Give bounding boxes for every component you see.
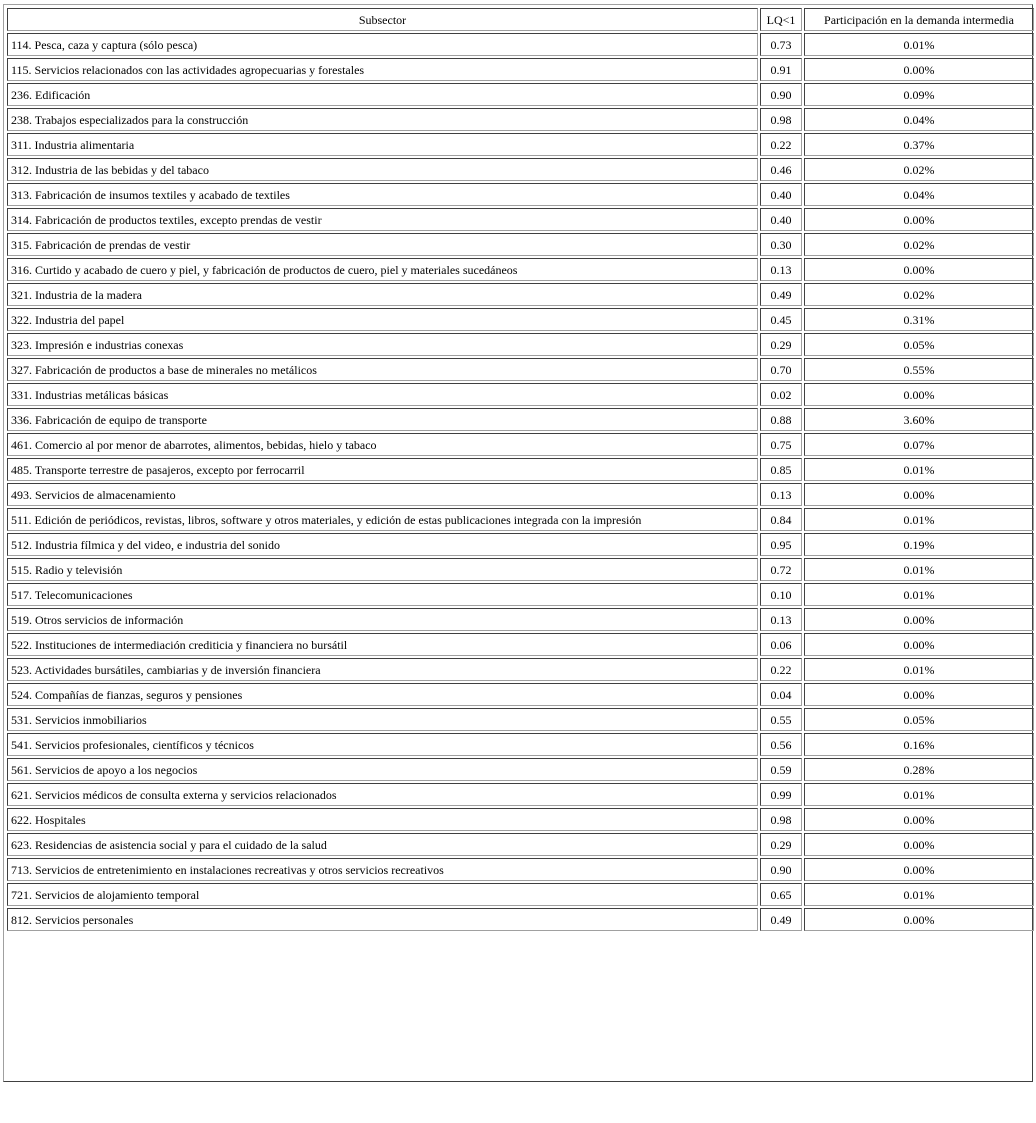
- lq-cell: 0.95: [760, 533, 802, 556]
- share-cell: 0.19%: [804, 533, 1034, 556]
- share-cell: 0.09%: [804, 83, 1034, 106]
- table-row: [7, 133, 1034, 156]
- subsector-cell: 561. Servicios de apoyo a los negocios: [7, 758, 758, 781]
- share-cell: 0.00%: [804, 383, 1034, 406]
- table-row: [7, 683, 1034, 706]
- subsector-cell: 315. Fabricación de prendas de vestir: [7, 233, 758, 256]
- lq-cell: 0.46: [760, 158, 802, 181]
- table-row: [7, 458, 1034, 481]
- subsector-cell: 721. Servicios de alojamiento temporal: [7, 883, 758, 906]
- share-cell: 0.28%: [804, 758, 1034, 781]
- share-cell: 0.00%: [804, 858, 1034, 881]
- header-row: [7, 8, 1034, 31]
- table-row: [7, 833, 1034, 856]
- share-cell: 0.05%: [804, 708, 1034, 731]
- subsector-cell: 512. Industria fílmica y del video, e industria del sonido: [7, 533, 758, 556]
- table-row: [7, 183, 1034, 206]
- subsector-cell: 336. Fabricación de equipo de transporte: [7, 408, 758, 431]
- table-row: [7, 508, 1034, 531]
- subsector-cell: 323. Impresión e industrias conexas: [7, 333, 758, 356]
- lq-cell: 0.75: [760, 433, 802, 456]
- subsector-cell: 236. Edificación: [7, 83, 758, 106]
- share-cell: 0.00%: [804, 683, 1034, 706]
- share-cell: 0.55%: [804, 358, 1034, 381]
- table-row: [7, 208, 1034, 231]
- lq-cell: 0.29: [760, 333, 802, 356]
- share-cell: 0.16%: [804, 733, 1034, 756]
- subsector-cell: 238. Trabajos especializados para la construcción: [7, 108, 758, 131]
- lq-cell: 0.98: [760, 108, 802, 131]
- table-row: [7, 858, 1034, 881]
- table-row: [7, 433, 1034, 456]
- subsector-cell: 461. Comercio al por menor de abarrotes, alimentos, bebidas, hielo y tabaco: [7, 433, 758, 456]
- subsector-cell: 327. Fabricación de productos a base de minerales no metálicos: [7, 358, 758, 381]
- lq-cell: 0.55: [760, 708, 802, 731]
- share-cell: 0.00%: [804, 258, 1034, 281]
- table-body: [7, 33, 1034, 931]
- subsector-cell: 322. Industria del papel: [7, 308, 758, 331]
- lq-cell: 0.72: [760, 558, 802, 581]
- table-row: [7, 83, 1034, 106]
- table-row: [7, 783, 1034, 806]
- header-share: Participación en la demanda intermedia: [804, 8, 1034, 31]
- subsector-cell: 493. Servicios de almacenamiento: [7, 483, 758, 506]
- share-cell: 0.01%: [804, 783, 1034, 806]
- share-cell: 0.01%: [804, 558, 1034, 581]
- lq-cell: 0.65: [760, 883, 802, 906]
- subsector-cell: 114. Pesca, caza y captura (sólo pesca): [7, 33, 758, 56]
- table-row: [7, 808, 1034, 831]
- subsector-cell: 519. Otros servicios de información: [7, 608, 758, 631]
- table-row: [7, 883, 1034, 906]
- subsector-cell: 524. Compañías de fianzas, seguros y pensiones: [7, 683, 758, 706]
- lq-cell: 0.13: [760, 608, 802, 631]
- subsector-cell: 312. Industria de las bebidas y del tabaco: [7, 158, 758, 181]
- subsector-cell: 321. Industria de la madera: [7, 283, 758, 306]
- share-cell: 0.00%: [804, 608, 1034, 631]
- table-row: [7, 383, 1034, 406]
- table-row: [7, 233, 1034, 256]
- subsector-cell: 511. Edición de periódicos, revistas, libros, software y otros materiales, y edición de estas publicaciones integrada con la impresión: [7, 508, 758, 531]
- share-cell: 0.02%: [804, 158, 1034, 181]
- subsector-cell: 812. Servicios personales: [7, 908, 758, 931]
- share-cell: 0.01%: [804, 883, 1034, 906]
- table-row: [7, 908, 1034, 931]
- subsector-cell: 314. Fabricación de productos textiles, excepto prendas de vestir: [7, 208, 758, 231]
- share-cell: 0.00%: [804, 833, 1034, 856]
- table-row: [7, 633, 1034, 656]
- lq-cell: 0.73: [760, 33, 802, 56]
- lq-cell: 0.49: [760, 908, 802, 931]
- subsector-cell: 541. Servicios profesionales, científicos y técnicos: [7, 733, 758, 756]
- subsector-cell: 522. Instituciones de intermediación crediticia y financiera no bursátil: [7, 633, 758, 656]
- share-cell: 0.00%: [804, 908, 1034, 931]
- lq-cell: 0.02: [760, 383, 802, 406]
- table-row: [7, 158, 1034, 181]
- subsector-cell: 515. Radio y televisión: [7, 558, 758, 581]
- lq-cell: 0.40: [760, 183, 802, 206]
- subsector-cell: 331. Industrias metálicas básicas: [7, 383, 758, 406]
- lq-cell: 0.90: [760, 83, 802, 106]
- table-row: [7, 33, 1034, 56]
- subsector-cell: 523. Actividades bursátiles, cambiarias y de inversión financiera: [7, 658, 758, 681]
- share-cell: 0.00%: [804, 208, 1034, 231]
- lq-cell: 0.10: [760, 583, 802, 606]
- share-cell: 3.60%: [804, 408, 1034, 431]
- lq-cell: 0.45: [760, 308, 802, 331]
- subsector-table: [5, 6, 1036, 933]
- table-row: [7, 408, 1034, 431]
- table-row: [7, 758, 1034, 781]
- lq-cell: 0.06: [760, 633, 802, 656]
- table-row: [7, 708, 1034, 731]
- table-row: [7, 483, 1034, 506]
- lq-cell: 0.22: [760, 658, 802, 681]
- lq-cell: 0.99: [760, 783, 802, 806]
- lq-cell: 0.56: [760, 733, 802, 756]
- lq-cell: 0.40: [760, 208, 802, 231]
- table-row: [7, 58, 1034, 81]
- subsector-cell: 316. Curtido y acabado de cuero y piel, y fabricación de productos de cuero, piel y materiales sucedáneos: [7, 258, 758, 281]
- share-cell: 0.04%: [804, 183, 1034, 206]
- share-cell: 0.04%: [804, 108, 1034, 131]
- share-cell: 0.31%: [804, 308, 1034, 331]
- lq-cell: 0.13: [760, 258, 802, 281]
- table-row: [7, 533, 1034, 556]
- lq-cell: 0.84: [760, 508, 802, 531]
- share-cell: 0.01%: [804, 583, 1034, 606]
- lq-cell: 0.30: [760, 233, 802, 256]
- share-cell: 0.00%: [804, 808, 1034, 831]
- lq-cell: 0.85: [760, 458, 802, 481]
- table-row: [7, 558, 1034, 581]
- lq-cell: 0.88: [760, 408, 802, 431]
- table-row: [7, 658, 1034, 681]
- share-cell: 0.01%: [804, 658, 1034, 681]
- subsector-cell: 115. Servicios relacionados con las actividades agropecuarias y forestales: [7, 58, 758, 81]
- share-cell: 0.37%: [804, 133, 1034, 156]
- subsector-cell: 531. Servicios inmobiliarios: [7, 708, 758, 731]
- subsector-cell: 622. Hospitales: [7, 808, 758, 831]
- table-row: [7, 608, 1034, 631]
- lq-cell: 0.29: [760, 833, 802, 856]
- lq-cell: 0.22: [760, 133, 802, 156]
- subsector-cell: 621. Servicios médicos de consulta externa y servicios relacionados: [7, 783, 758, 806]
- table-row: [7, 258, 1034, 281]
- lq-cell: 0.90: [760, 858, 802, 881]
- subsector-cell: 713. Servicios de entretenimiento en instalaciones recreativas y otros servicios recreativos: [7, 858, 758, 881]
- table-row: [7, 308, 1034, 331]
- share-cell: 0.01%: [804, 33, 1034, 56]
- share-cell: 0.01%: [804, 508, 1034, 531]
- share-cell: 0.05%: [804, 333, 1034, 356]
- subsector-cell: 623. Residencias de asistencia social y para el cuidado de la salud: [7, 833, 758, 856]
- subsector-cell: 311. Industria alimentaria: [7, 133, 758, 156]
- table-row: [7, 333, 1034, 356]
- share-cell: 0.00%: [804, 483, 1034, 506]
- table-frame: [3, 4, 1033, 1082]
- subsector-cell: 313. Fabricación de insumos textiles y acabado de textiles: [7, 183, 758, 206]
- share-cell: 0.07%: [804, 433, 1034, 456]
- lq-cell: 0.98: [760, 808, 802, 831]
- lq-cell: 0.13: [760, 483, 802, 506]
- lq-cell: 0.59: [760, 758, 802, 781]
- share-cell: 0.02%: [804, 233, 1034, 256]
- table-row: [7, 583, 1034, 606]
- lq-cell: 0.91: [760, 58, 802, 81]
- table-row: [7, 358, 1034, 381]
- subsector-cell: 517. Telecomunicaciones: [7, 583, 758, 606]
- table-row: [7, 283, 1034, 306]
- lq-cell: 0.70: [760, 358, 802, 381]
- share-cell: 0.00%: [804, 633, 1034, 656]
- table-row: [7, 733, 1034, 756]
- share-cell: 0.01%: [804, 458, 1034, 481]
- lq-cell: 0.49: [760, 283, 802, 306]
- share-cell: 0.00%: [804, 58, 1034, 81]
- lq-cell: 0.04: [760, 683, 802, 706]
- subsector-cell: 485. Transporte terrestre de pasajeros, excepto por ferrocarril: [7, 458, 758, 481]
- header-subsector: Subsector: [7, 8, 758, 31]
- share-cell: 0.02%: [804, 283, 1034, 306]
- table-row: [7, 108, 1034, 131]
- header-lq: LQ<1: [760, 8, 802, 31]
